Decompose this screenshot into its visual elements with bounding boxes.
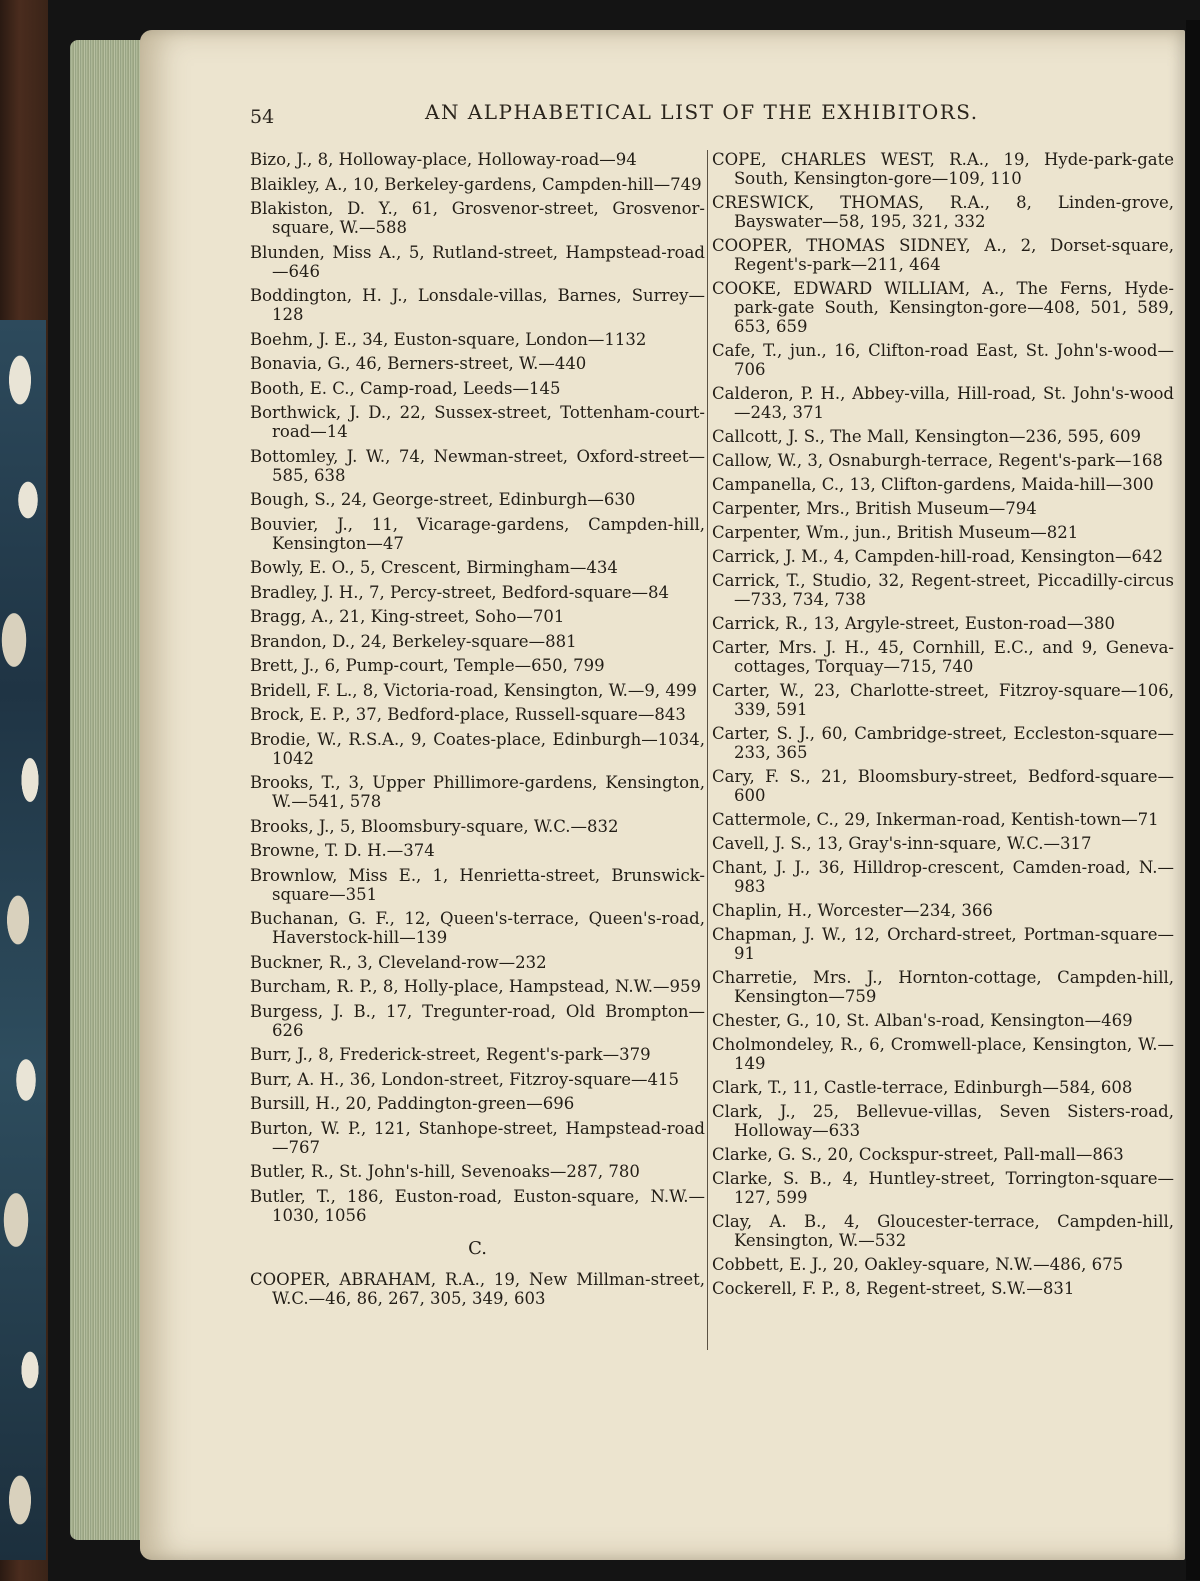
running-title: AN ALPHABETICAL LIST OF THE EXHIBITORS. [425,100,979,124]
exhibitor-entry: Bonavia, G., 46, Berners-street, W.—440 [250,354,587,373]
exhibitor-entry: Brownlow, Miss E., 1, Henrietta-street, Brunswick-square—351 [250,865,705,904]
exhibitor-entry: Charretie, Mrs. J., Hornton-cottage, Campden-hill, Kensington—759 [712,968,1174,1006]
exhibitor-entry: Bowly, E. O., 5, Crescent, Birmingham—434 [250,558,618,577]
exhibitor-entry: Carpenter, Mrs., British Museum—794 [712,499,1037,518]
exhibitor-entry: Boddington, H. J., Lonsdale-villas, Barnes, Surrey—128 [250,286,705,324]
exhibitor-entry: Burr, J., 8, Frederick-street, Regent's-park—379 [250,1045,651,1064]
exhibitor-entry: Brooks, J., 5, Bloomsbury-square, W.C.—832 [250,816,619,836]
exhibitor-entry: COOPER, THOMAS SIDNEY, A., 2, Dorset-square, Regent's-park—211, 464 [712,236,1174,274]
exhibitor-entry: Cary, F. S., 21, Bloomsbury-street, Bedford-square—600 [712,767,1174,805]
exhibitor-entry: Bradley, J. H., 7, Percy-street, Bedford-square—84 [250,582,669,602]
exhibitor-entry: Brett, J., 6, Pump-court, Temple—650, 799 [250,656,605,675]
exhibitor-entry: Burcham, R. P., 8, Holly-place, Hampstead, N.W.—959 [250,977,701,996]
exhibitor-entry: Buchanan, G. F., 12, Queen's-terrace, Queen's-road, Haverstock-hill—139 [250,909,705,947]
exhibitor-entry: Burgess, J. B., 17, Tregunter-road, Old Brompton—626 [250,1001,705,1040]
exhibitor-entry: Cattermole, C., 29, Inkerman-road, Kentish-town—71 [712,810,1159,829]
exhibitor-entry: Clarke, S. B., 4, Huntley-street, Torrington-square—127, 599 [712,1169,1174,1207]
exhibitor-entry: Chaplin, H., Worcester—234, 366 [712,901,993,920]
exhibitor-entry: Buckner, R., 3, Cleveland-row—232 [250,952,547,972]
exhibitor-entry: Bragg, A., 21, King-street, Soho—701 [250,607,565,626]
exhibitor-entry: Burr, A. H., 36, London-street, Fitzroy-square—415 [250,1069,679,1089]
exhibitor-entry: Blaikley, A., 10, Berkeley-gardens, Campden-hill—749 [250,174,702,194]
exhibitor-entry: COPE, CHARLES WEST, R.A., 19, Hyde-park-gate South, Kensington-gore—109, 110 [712,150,1174,188]
exhibitor-entry: Borthwick, J. D., 22, Sussex-street, Tottenham-court-road—14 [250,403,705,441]
exhibitor-entry: Cockerell, F. P., 8, Regent-street, S.W.—831 [712,1279,1075,1298]
exhibitor-entry: Carpenter, Wm., jun., British Museum—821 [712,523,1079,542]
page-edges [70,40,150,1540]
exhibitor-entry: Booth, E. C., Camp-road, Leeds—145 [250,378,561,398]
exhibitor-entry: CRESWICK, THOMAS, R.A., 8, Linden-grove, Bayswater—58, 195, 321, 332 [712,193,1174,231]
exhibitor-entry: Carter, S. J., 60, Cambridge-street, Eccleston-square—233, 365 [712,724,1174,762]
exhibitor-entry: Burton, W. P., 121, Stanhope-street, Hampstead-road—767 [250,1118,705,1157]
exhibitor-entry: Bouvier, J., 11, Vicarage-gardens, Campden-hill, Kensington—47 [250,514,705,553]
exhibitor-entry: Cafe, T., jun., 16, Clifton-road East, St. John's-wood—706 [712,341,1174,379]
exhibitor-entry: Clark, T., 11, Castle-terrace, Edinburgh—584, 608 [712,1078,1133,1097]
exhibitor-entry: Bridell, F. L., 8, Victoria-road, Kensington, W.—9, 499 [250,680,697,700]
exhibitor-entry: Cavell, J. S., 13, Gray's-inn-square, W.C.—317 [712,834,1092,853]
exhibitor-entry: Brandon, D., 24, Berkeley-square—881 [250,631,577,651]
exhibitor-entry: Blakiston, D. Y., 61, Grosvenor-street, Grosvenor-square, W.—588 [250,199,705,237]
page-header [250,98,1180,130]
left-column [250,150,705,1313]
exhibitor-entry: COOKE, EDWARD WILLIAM, A., The Ferns, Hyde-park-gate South, Kensington-gore—408, 501, 589, 653, 659 [712,279,1174,336]
exhibitor-entry: Brooks, T., 3, Upper Phillimore-gardens, Kensington, W.—541, 578 [250,773,705,811]
exhibitor-entry: Carter, W., 23, Charlotte-street, Fitzroy-square—106, 339, 591 [712,681,1174,719]
exhibitor-entry: Butler, T., 186, Euston-road, Euston-square, N.W.—1030, 1056 [250,1186,705,1225]
page-number: 54 [250,106,275,128]
exhibitor-entry: Chant, J. J., 36, Hilldrop-crescent, Camden-road, N.—983 [712,858,1174,896]
exhibitor-entry: Boehm, J. E., 34, Euston-square, London—1132 [250,329,647,349]
exhibitor-entry: Bough, S., 24, George-street, Edinburgh—630 [250,490,636,509]
exhibitor-entry: Carrick, R., 13, Argyle-street, Euston-road—380 [712,614,1115,633]
exhibitor-entry: Callow, W., 3, Osnaburgh-terrace, Regent's-park—168 [712,451,1163,470]
exhibitor-entry: Bottomley, J. W., 74, Newman-street, Oxford-street—585, 638 [250,446,705,485]
exhibitor-entry: Bursill, H., 20, Paddington-green—696 [250,1094,575,1113]
exhibitor-entry: Calderon, P. H., Abbey-villa, Hill-road, St. John's-wood—243, 371 [712,384,1174,422]
exhibitor-entry: Callcott, J. S., The Mall, Kensington—236, 595, 609 [712,427,1141,446]
exhibitor-entry: Carter, Mrs. J. H., 45, Cornhill, E.C., and 9, Geneva-cottages, Torquay—715, 740 [712,638,1174,676]
column-divider [707,150,708,1350]
exhibitor-entry: Cholmondeley, R., 6, Cromwell-place, Kensington, W.—149 [712,1035,1174,1073]
exhibitor-entry: Cobbett, E. J., 20, Oakley-square, N.W.—486, 675 [712,1255,1124,1274]
exhibitor-entry: Clark, J., 25, Bellevue-villas, Seven Sisters-road, Holloway—633 [712,1102,1174,1140]
exhibitor-entry: Butler, R., St. John's-hill, Sevenoaks—287, 780 [250,1162,640,1181]
section-letter: C. [468,1237,487,1259]
exhibitor-entry: Chapman, J. W., 12, Orchard-street, Portman-square—91 [712,925,1174,963]
marbled-endpaper [0,320,46,1560]
exhibitor-entry: Browne, T. D. H.—374 [250,841,435,860]
exhibitor-entry: Campanella, C., 13, Clifton-gardens, Maida-hill—300 [712,475,1154,494]
exhibitor-entry: Carrick, J. M., 4, Campden-hill-road, Kensington—642 [712,547,1164,566]
exhibitor-entry: Bizo, J., 8, Holloway-place, Holloway-road—94 [250,150,637,169]
exhibitor-entry: Brodie, W., R.S.A., 9, Coates-place, Edinburgh—1034, 1042 [250,729,705,768]
exhibitor-entry: Carrick, T., Studio, 32, Regent-street, Piccadilly-circus—733, 734, 738 [712,571,1174,609]
right-column [712,150,1174,1303]
exhibitor-entry: Chester, G., 10, St. Alban's-road, Kensington—469 [712,1011,1133,1030]
exhibitor-entry: Blunden, Miss A., 5, Rutland-street, Hampstead-road—646 [250,242,705,281]
right-shadow [1186,20,1200,1580]
exhibitor-entry: Clarke, G. S., 20, Cockspur-street, Pall-mall—863 [712,1145,1124,1164]
exhibitor-entry: Brock, E. P., 37, Bedford-place, Russell-square—843 [250,705,686,724]
exhibitor-entry: COOPER, ABRAHAM, R.A., 19, New Millman-street, W.C.—46, 86, 267, 305, 349, 603 [250,1269,705,1308]
exhibitor-entry: Clay, A. B., 4, Gloucester-terrace, Campden-hill, Kensington, W.—532 [712,1212,1174,1250]
